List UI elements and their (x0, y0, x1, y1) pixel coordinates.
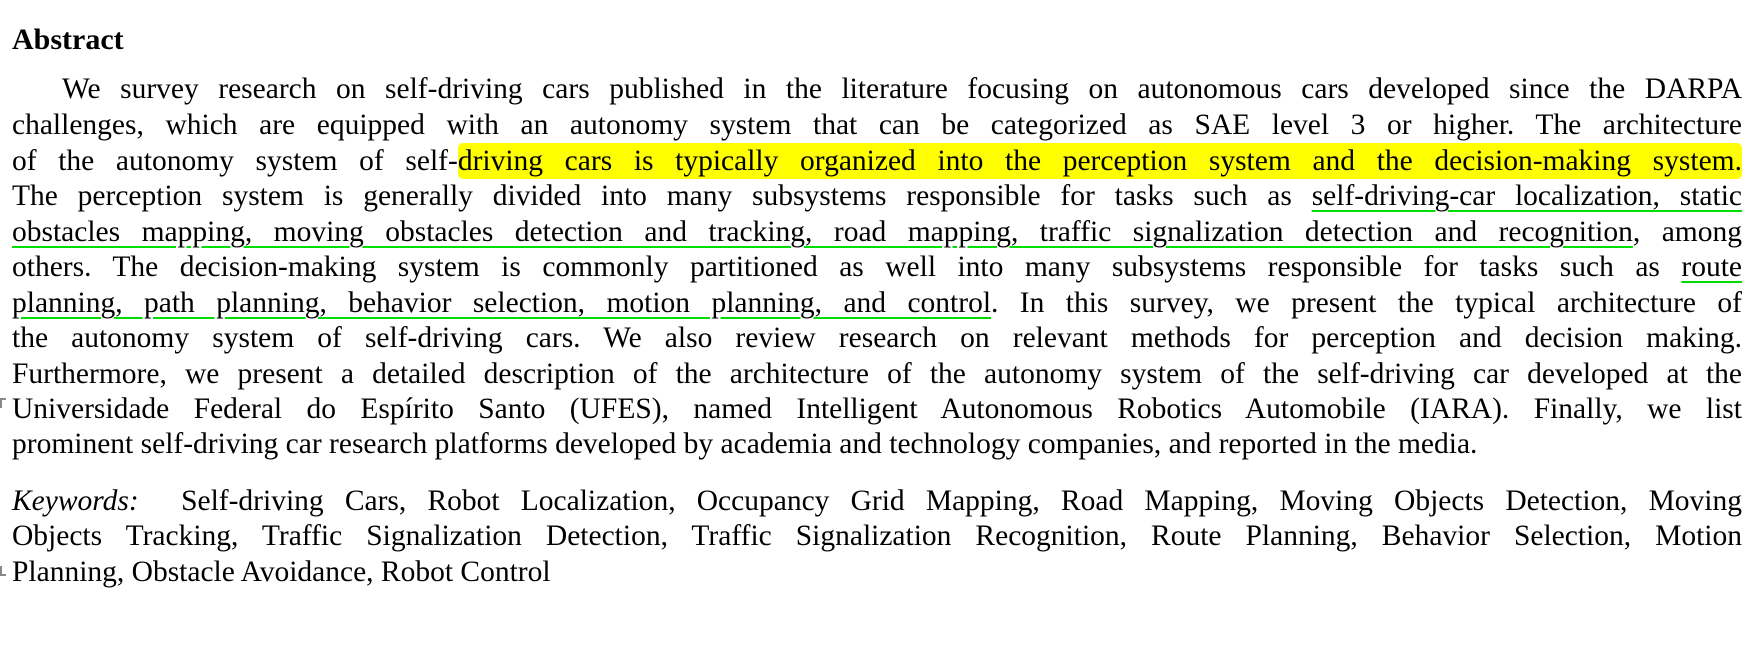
abstract-line-2: challenges, which are equipped with an autonomy system that can be categorized as SAE level 3 or higher. The architecture (12, 109, 1742, 141)
crop-mark-top (0, 398, 6, 408)
crop-mark-bottom (0, 566, 6, 576)
abstract-line-4-text: The perception system is generally divided into many subsystems responsible for tasks such as (12, 180, 1312, 212)
keywords-label: Keywords: (12, 485, 139, 517)
abstract-line-5-text: , among (1632, 216, 1742, 248)
abstract-line-10: Universidade Federal do Espírito Santo (UFES), named Intelligent Autonomous Robotics Automobile (IARA). Finally, we list (12, 393, 1742, 425)
abstract-line-5 (12, 212, 1742, 252)
green-underline-decision-1[interactable]: route (1681, 251, 1742, 283)
green-underline-perception-2[interactable]: obstacles mapping, moving obstacles detection and tracking, road mapping, traffic signalization detection and recognition (12, 216, 1633, 248)
abstract-line-3 (12, 141, 1742, 181)
abstract-line-6-text: others. The decision-making system is commonly partitioned as well into many subsystems responsible for tasks such as (12, 251, 1682, 283)
yellow-highlight[interactable]: driving cars is typically organized into the perception system and the decision-making system. (457, 145, 1742, 177)
green-underline-decision-2[interactable]: planning, path planning, behavior selection, motion planning, and control (12, 287, 992, 319)
keywords-line-3: Planning, Obstacle Avoidance, Robot Control (12, 556, 551, 588)
abstract-line-6 (12, 247, 1742, 287)
abstract-line-8: the autonomy system of self-driving cars. We also review research on relevant methods for perception and decision making. (12, 322, 1742, 354)
abstract-line-3-text: of the autonomy system of self- (12, 145, 458, 177)
abstract-line-7-text: . In this survey, we present the typical architecture of (991, 287, 1742, 319)
abstract-line-11: prominent self-driving car research platforms developed by academia and technology companies, and reported in the media. (12, 428, 1478, 460)
keywords-line-1 (12, 481, 1742, 521)
abstract-heading: Abstract (12, 23, 124, 56)
keywords-line-2: Objects Tracking, Traffic Signalization Detection, Traffic Signalization Recognition, Route Planning, Behavior Selection, Motion (12, 520, 1742, 552)
keywords-text-1: Self-driving Cars, Robot Localization, Occupancy Grid Mapping, Road Mapping, Moving Objects Detection, Moving (181, 485, 1742, 517)
abstract-line-1: We survey research on self-driving cars published in the literature focusing on autonomous cars developed since the DARPA (62, 73, 1742, 105)
green-underline-perception-1[interactable]: self-driving-car localization, static (1311, 180, 1742, 212)
abstract-line-7 (12, 283, 1742, 323)
abstract-line-4 (12, 176, 1742, 216)
abstract-line-9: Furthermore, we present a detailed description of the architecture of the autonomy system of the self-driving car developed at the (12, 358, 1742, 390)
